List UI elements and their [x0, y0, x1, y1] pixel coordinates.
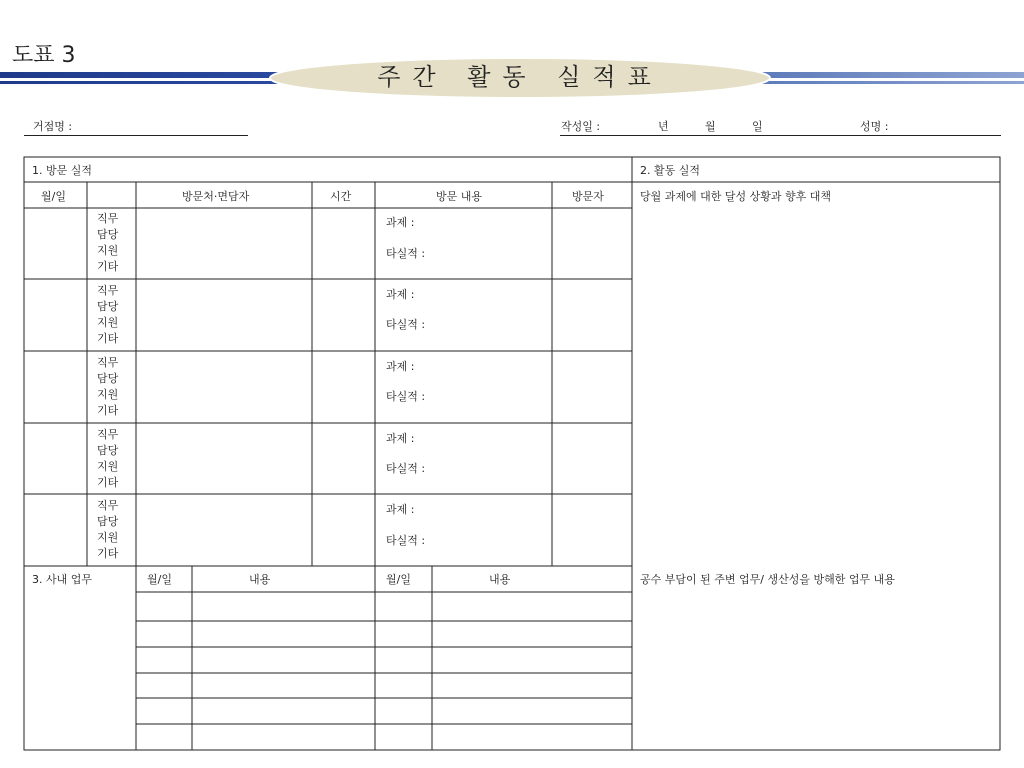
visit-row-categories	[97, 427, 118, 491]
year-label: 년	[658, 120, 669, 133]
name-label: 성명 :	[860, 120, 889, 133]
category-other: 기타	[97, 332, 119, 345]
date-label: 작성일 :	[561, 120, 601, 133]
task-label: 과제 :	[386, 216, 415, 229]
visit-row-categories	[97, 355, 118, 419]
section2-title: 2. 활동 실적	[640, 164, 700, 177]
category-support: 지원	[97, 460, 119, 473]
col-visitor: 방문자	[572, 190, 604, 203]
category-charge: 담당	[97, 372, 119, 385]
category-charge: 담당	[97, 300, 119, 313]
category-charge: 담당	[97, 515, 119, 528]
category-support: 지원	[97, 531, 119, 544]
visit-row-categories	[97, 498, 118, 562]
s3-col-content-2: 내용	[489, 573, 511, 586]
s3-col-date-2: 월/일	[386, 573, 411, 586]
category-duty: 직무	[97, 356, 119, 369]
category-charge: 담당	[97, 444, 119, 457]
col-visit-content: 방문 내용	[436, 190, 483, 203]
other-results-label: 타실적 :	[386, 247, 426, 260]
task-label: 과제 :	[386, 288, 415, 301]
category-support: 지원	[97, 244, 119, 257]
visit-row-categories	[97, 211, 118, 275]
category-duty: 직무	[97, 212, 119, 225]
other-results-label: 타실적 :	[386, 534, 426, 547]
col-date: 월/일	[41, 190, 66, 203]
category-duty: 직무	[97, 284, 119, 297]
category-other: 기타	[97, 260, 119, 273]
category-charge: 담당	[97, 228, 119, 241]
other-results-label: 타실적 :	[386, 462, 426, 475]
month-label: 월	[705, 120, 716, 133]
category-other: 기타	[97, 476, 119, 489]
category-duty: 직무	[97, 428, 119, 441]
task-label: 과제 :	[386, 503, 415, 516]
section3-title: 3. 사내 업무	[32, 573, 92, 586]
activity-report-form	[23, 156, 1001, 751]
category-support: 지원	[97, 388, 119, 401]
task-label: 과제 :	[386, 360, 415, 373]
category-other: 기타	[97, 404, 119, 417]
branch-label: 거점명 :	[33, 120, 73, 133]
category-support: 지원	[97, 316, 119, 329]
date-name-underline	[560, 135, 1001, 136]
page-title: 주간 활동 실적표	[377, 63, 663, 91]
category-other: 기타	[97, 547, 119, 560]
section1-title: 1. 방문 실적	[32, 164, 92, 177]
other-results-label: 타실적 :	[386, 390, 426, 403]
day-label: 일	[752, 120, 763, 133]
s3-col-content-1: 내용	[249, 573, 271, 586]
section2-subtitle: 당월 과제에 대한 달성 상황과 향후 대책	[640, 190, 831, 203]
other-results-label: 타실적 :	[386, 318, 426, 331]
category-duty: 직무	[97, 499, 119, 512]
document-label: 도표 3	[12, 43, 76, 68]
col-visit-place: 방문처·면담자	[182, 190, 250, 203]
s3-col-date-1: 월/일	[147, 573, 172, 586]
task-label: 과제 :	[386, 432, 415, 445]
form-grid	[23, 156, 1001, 751]
visit-row-categories	[97, 283, 118, 347]
section4-title: 공수 부담이 된 주변 업무/ 생산성을 방해한 업무 내용	[640, 573, 895, 586]
col-time: 시간	[330, 190, 352, 203]
branch-underline	[24, 135, 248, 136]
